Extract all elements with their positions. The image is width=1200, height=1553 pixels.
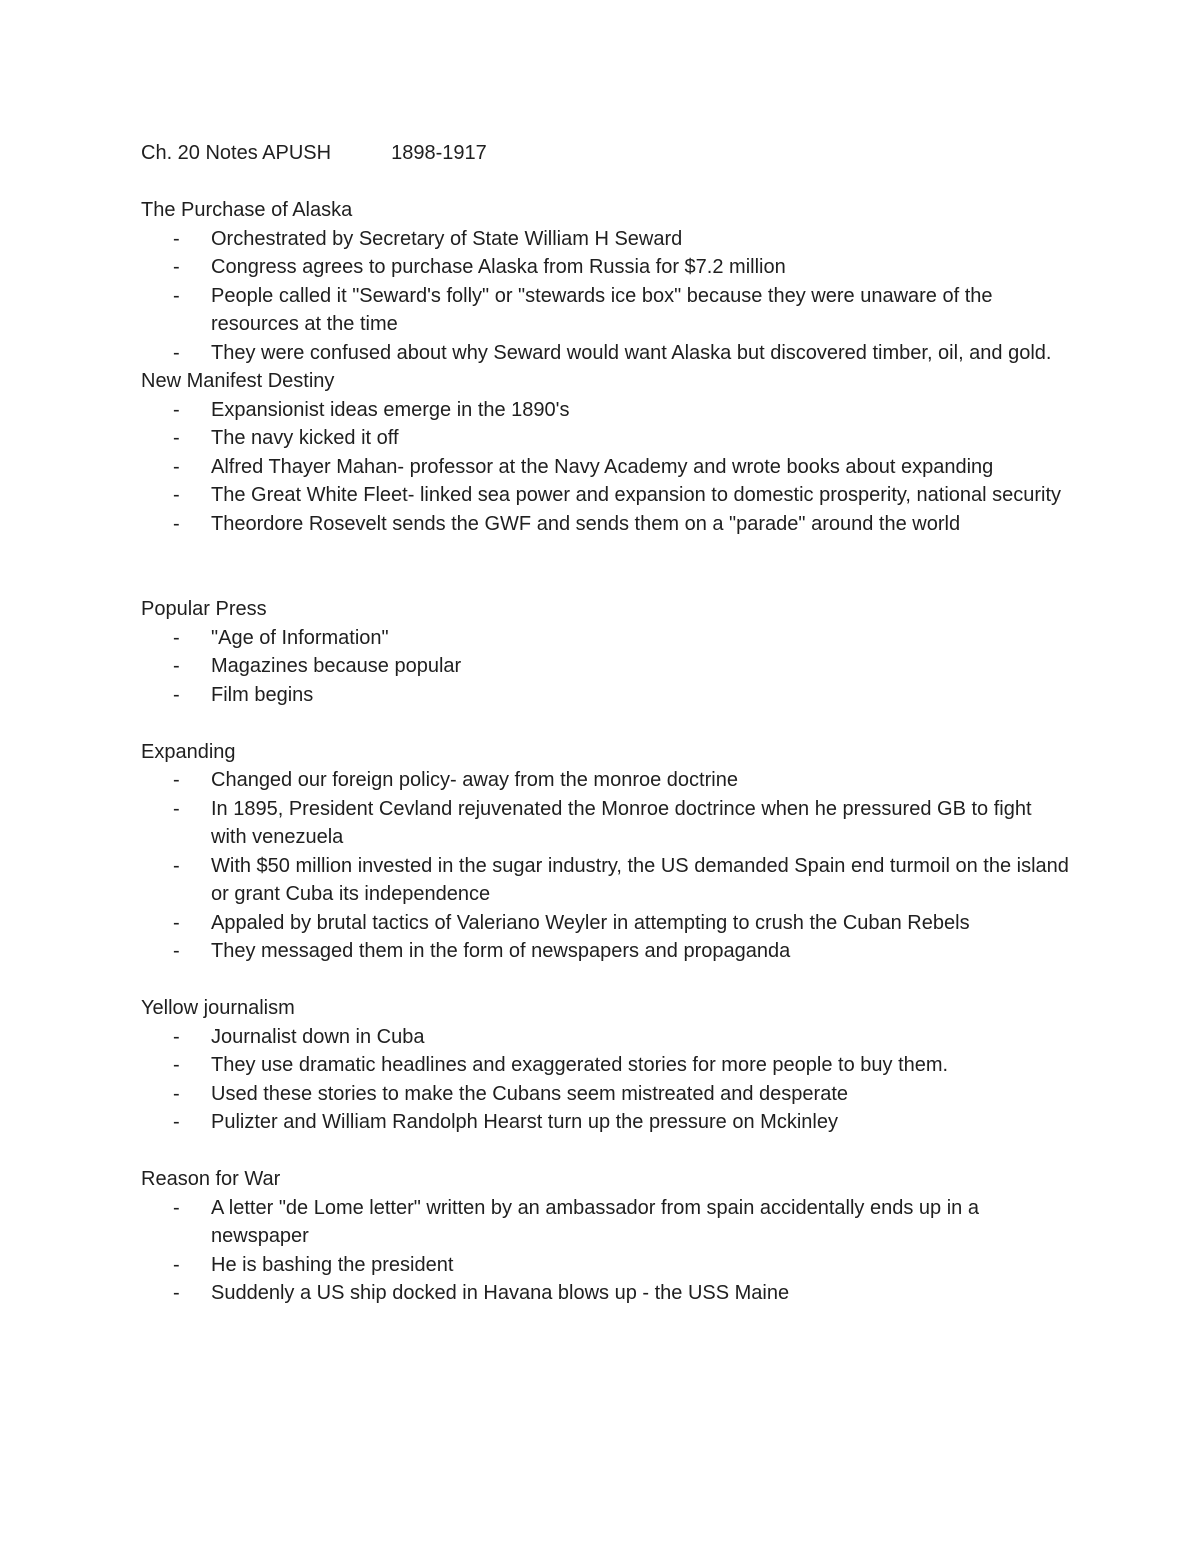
list-item-text: Congress agrees to purchase Alaska from Russia for $7.2 million <box>211 256 786 278</box>
dash-bullet: - <box>173 256 180 278</box>
list-item-text: Journalist down in Cuba <box>211 1025 425 1048</box>
list-item-text: A letter "de Lome letter" written by an ambassador from spain accidentally ends up in a newspaper <box>211 1196 979 1247</box>
list-item <box>141 909 1071 938</box>
spacer <box>141 168 1071 197</box>
list-item-text: Changed our foreign policy- away from the monroe doctrine <box>211 769 738 791</box>
list-item <box>141 624 1071 653</box>
spacer <box>141 709 1071 738</box>
list-item <box>141 766 1071 795</box>
list-item <box>141 1108 1071 1137</box>
spacer <box>141 567 1071 596</box>
spacer <box>141 538 1071 567</box>
dash-bullet: - <box>173 227 180 250</box>
list-item-text: They were confused about why Seward would want Alaska but discovered timber, oil, and gold. <box>211 341 1052 364</box>
list-item-text: "Age of Information" <box>211 626 389 649</box>
dash-bullet: - <box>173 854 180 877</box>
document-page <box>141 139 1071 1308</box>
list-item-text: Appaled by brutal tactics of Valeriano Weyler in attempting to crush the Cuban Rebels <box>211 911 970 934</box>
list-item <box>141 852 1071 909</box>
section-purchase-of-alaska <box>141 196 1071 367</box>
dash-bullet: - <box>173 797 180 820</box>
section-yellow-journalism <box>141 994 1071 1137</box>
dash-bullet: - <box>173 626 180 649</box>
section-heading: Yellow journalism <box>141 997 295 1019</box>
list-item <box>141 510 1071 539</box>
bullet-list <box>141 1023 1071 1137</box>
list-item <box>141 453 1071 482</box>
dash-bullet: - <box>173 1025 180 1048</box>
list-item-text: In 1895, President Cevland rejuvenated the Monroe doctrince when he pressured GB to fight with venezuela <box>211 797 1032 848</box>
dash-bullet: - <box>173 911 180 934</box>
dash-bullet: - <box>173 655 180 677</box>
dash-bullet: - <box>173 683 180 706</box>
list-item-text: They use dramatic headlines and exaggerated stories for more people to buy them. <box>211 1054 949 1076</box>
list-item <box>141 225 1071 254</box>
list-item-text: They messaged them in the form of newspapers and propaganda <box>211 940 791 962</box>
list-item <box>141 1251 1071 1280</box>
dash-bullet: - <box>173 1196 180 1219</box>
dash-bullet: - <box>173 341 180 364</box>
list-item <box>141 1080 1071 1109</box>
list-item-text: Magazines because popular <box>211 655 462 677</box>
list-item <box>141 253 1071 282</box>
bullet-list <box>141 396 1071 539</box>
dash-bullet: - <box>173 940 180 962</box>
bullet-list <box>141 1194 1071 1308</box>
dash-bullet: - <box>173 512 180 535</box>
list-item <box>141 652 1071 681</box>
section-expanding <box>141 738 1071 966</box>
dash-bullet: - <box>173 1054 180 1076</box>
dash-bullet: - <box>173 1111 180 1133</box>
bullet-list <box>141 225 1071 368</box>
document-title: Ch. 20 Notes APUSH <box>141 142 332 164</box>
dash-bullet: - <box>173 284 180 307</box>
list-item-text: With $50 million invested in the sugar industry, the US demanded Spain end turmoil on the island or grant Cuba its independence <box>211 854 1069 905</box>
list-item <box>141 795 1071 852</box>
section-heading: New Manifest Destiny <box>141 370 335 392</box>
list-item <box>141 937 1071 966</box>
list-item-text: The navy kicked it off <box>211 427 399 449</box>
dash-bullet: - <box>173 1282 180 1304</box>
section-heading: Popular Press <box>141 598 267 620</box>
list-item-text: Pulizter and William Randolph Hearst turn up the pressure on Mckinley <box>211 1111 838 1133</box>
dash-bullet: - <box>173 398 180 421</box>
list-item <box>141 1194 1071 1251</box>
list-item <box>141 396 1071 425</box>
dash-bullet: - <box>173 455 180 478</box>
spacer <box>141 966 1071 995</box>
list-item-text: The Great White Fleet- linked sea power and expansion to domestic prosperity, national security <box>211 484 1062 506</box>
list-item-text: Used these stories to make the Cubans seem mistreated and desperate <box>211 1082 849 1105</box>
list-item <box>141 681 1071 710</box>
list-item-text: Theordore Rosevelt sends the GWF and sends them on a "parade" around the world <box>211 512 961 535</box>
dash-bullet: - <box>173 769 180 791</box>
list-item-text: He is bashing the president <box>211 1253 454 1276</box>
list-item-text: Orchestrated by Secretary of State William H Seward <box>211 227 683 250</box>
dash-bullet: - <box>173 1253 180 1276</box>
bullet-list <box>141 624 1071 710</box>
list-item-text: People called it "Seward's folly" or "stewards ice box" because they were unaware of the resources at the time <box>211 284 993 335</box>
bullet-list <box>141 766 1071 966</box>
dash-bullet: - <box>173 484 180 506</box>
section-popular-press <box>141 595 1071 709</box>
list-item-text: Film begins <box>211 683 314 706</box>
document-title-row <box>141 139 1071 168</box>
list-item <box>141 1279 1071 1308</box>
list-item <box>141 282 1071 339</box>
list-item <box>141 1051 1071 1080</box>
list-item <box>141 339 1071 368</box>
dash-bullet: - <box>173 427 180 449</box>
section-new-manifest-destiny <box>141 367 1071 538</box>
document-date-range: 1898-1917 <box>391 142 487 164</box>
dash-bullet: - <box>173 1082 180 1105</box>
list-item <box>141 424 1071 453</box>
section-reason-for-war <box>141 1165 1071 1308</box>
list-item <box>141 1023 1071 1052</box>
section-heading: Reason for War <box>141 1168 281 1190</box>
list-item-text: Expansionist ideas emerge in the 1890's <box>211 398 570 421</box>
section-heading: Expanding <box>141 740 236 763</box>
list-item-text: Suddenly a US ship docked in Havana blows up - the USS Maine <box>211 1282 790 1304</box>
spacer <box>141 1137 1071 1166</box>
list-item <box>141 481 1071 510</box>
list-item-text: Alfred Thayer Mahan- professor at the Navy Academy and wrote books about expanding <box>211 455 994 478</box>
section-heading: The Purchase of Alaska <box>141 199 353 221</box>
